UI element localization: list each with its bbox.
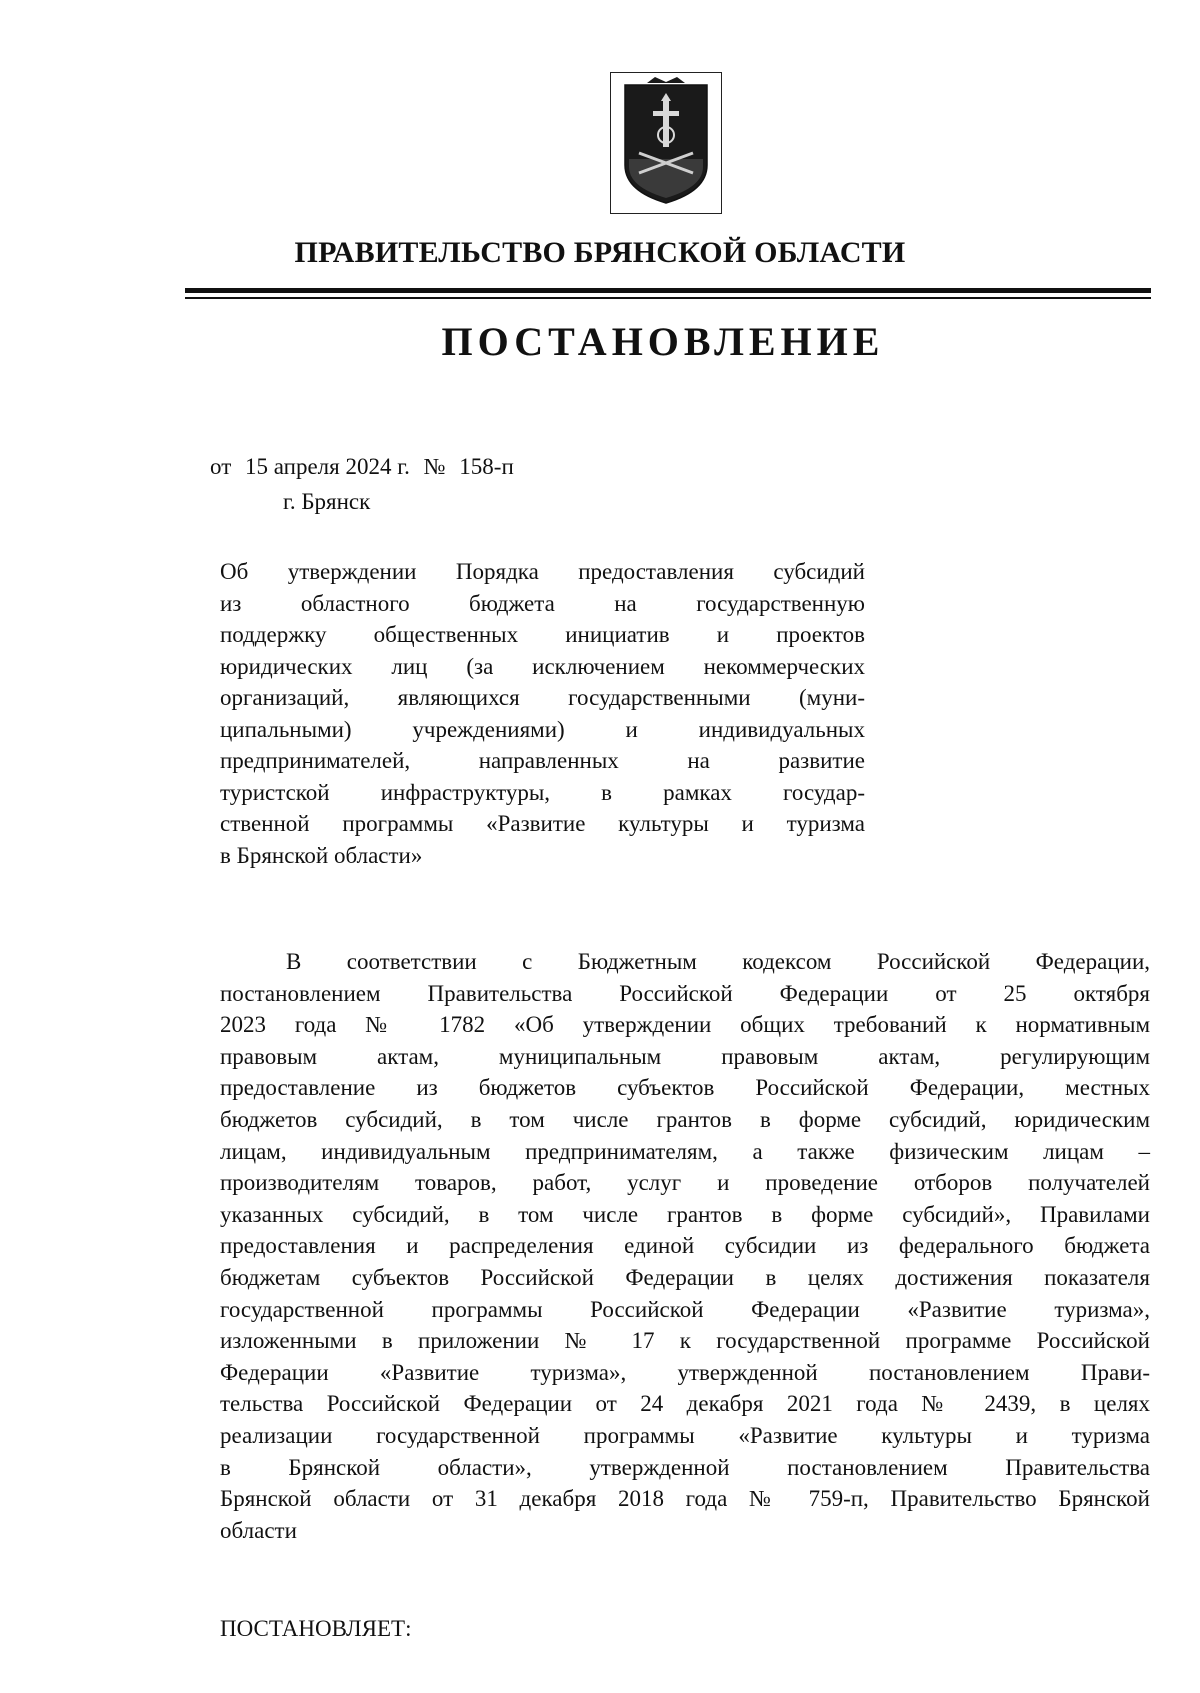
body-line: Федерации «Развитие туризма», утвержденной постановлением Прави- <box>220 1359 1150 1385</box>
subject-line: ственной программы «Развитие культуры и туризма <box>220 811 865 836</box>
date-prefix: от <box>210 454 232 479</box>
header-divider-thick <box>185 288 1151 293</box>
subject-line: ципальными) учреждениями) и индивидуальных <box>220 716 865 742</box>
body-line: постановлением Правительства Российской Федерации от 25 октября <box>220 980 1150 1006</box>
body-line: тельства Российской Федерации от 24 декабря 2021 года № 2439, в целях <box>220 1391 1150 1417</box>
subject-line: туристской инфраструктуры, в рамках государ- <box>220 779 865 805</box>
body-line: предоставления и распределения единой субсидии из федерального бюджета <box>220 1233 1150 1259</box>
body-line: области <box>220 1517 297 1543</box>
body-line: предоставление из бюджетов субъектов Российской Федерации, местных <box>220 1075 1150 1101</box>
subject-line: из областного бюджета на государственную <box>220 590 865 616</box>
bryansk-coat-of-arms-icon <box>610 72 722 214</box>
document-date-line <box>210 454 522 480</box>
subject-line: предпринимателей, направленных на развитие <box>220 748 865 773</box>
body-line: 2023 года № 1782 «Об утверждении общих требований к нормативным <box>220 1012 1150 1038</box>
body-line: правовым актам, муниципальным правовым актам, регулирующим <box>220 1043 1150 1069</box>
subject-line: поддержку общественных инициатив и проектов <box>220 622 865 647</box>
body-line: указанных субсидий, в том числе грантов в форме субсидий», Правилами <box>220 1201 1150 1227</box>
body-line: реализации государственной программы «Развитие культуры и туризма <box>220 1422 1150 1448</box>
body-line: лицам, индивидуальным предпринимателям, а также физическим лицам – <box>220 1138 1150 1164</box>
preamble-paragraph <box>220 946 1150 1546</box>
body-line: Брянской области от 31 декабря 2018 года № 759-п, Правительство Брянской <box>220 1486 1150 1512</box>
decree-word: ПОСТАНОВЛЯЕТ: <box>220 1616 412 1641</box>
body-line: изложенными в приложении № 17 к государственной программе Российской <box>220 1328 1150 1354</box>
body-line: государственной программы Российской Федерации «Развитие туризма», <box>220 1296 1150 1322</box>
header-divider-thin <box>185 297 1151 299</box>
subject-line: в Брянской области» <box>220 842 423 868</box>
body-line: бюджетов субсидий, в том числе грантов в форме субсидий, юридическим <box>220 1106 1150 1132</box>
body-line: в Брянской области», утвержденной постановлением Правительства <box>220 1454 1150 1480</box>
number-sign: № <box>423 454 446 479</box>
document-subject <box>220 556 865 871</box>
subject-line: юридических лиц (за исключением некоммерческих <box>220 653 865 679</box>
subject-line: Об утверждении Порядка предоставления субсидий <box>220 559 865 584</box>
body-line: В соответствии с Бюджетным кодексом Российской Федерации, <box>286 949 1150 974</box>
subject-line: организаций, являющихся государственными (муни- <box>220 685 865 710</box>
body-line: производителям товаров, работ, услуг и проведение отборов получателей <box>220 1170 1150 1196</box>
document-number: 158-п <box>459 454 514 479</box>
body-line: бюджетам субъектов Российской Федерации в целях достижения показателя <box>220 1264 1150 1290</box>
organization-title: ПРАВИТЕЛЬСТВО БРЯНСКОЙ ОБЛАСТИ <box>294 236 906 269</box>
document-type-title: ПОСТАНОВЛЕНИЕ <box>441 319 885 364</box>
document-city: г. Брянск <box>283 489 371 514</box>
document-date: 15 апреля 2024 г. <box>245 454 410 479</box>
